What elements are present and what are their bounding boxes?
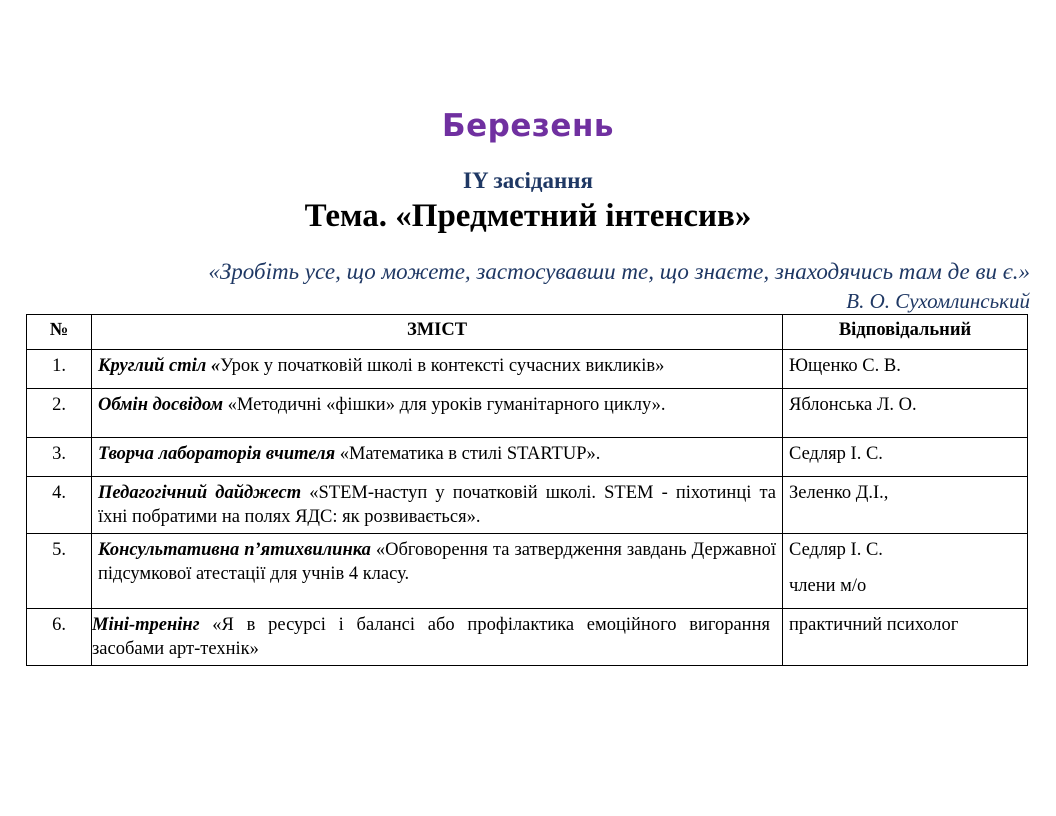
row-number: 5. <box>27 534 92 609</box>
row-number: 6. <box>27 609 92 666</box>
month-title: Березень <box>442 108 614 144</box>
activity-type: Круглий стіл « <box>98 356 221 376</box>
row-content <box>92 438 783 477</box>
row-number: 1. <box>27 350 92 389</box>
row-content <box>86 609 777 666</box>
activity-description: «Математика в стилі STARTUP». <box>335 444 601 464</box>
table-header-row <box>27 315 1028 350</box>
epigraph-author: В. О. Сухомлинський <box>846 289 1030 313</box>
row-responsible: Яблонська Л. О. <box>783 389 1028 438</box>
activity-type: Обмін досвідом <box>98 395 224 415</box>
row-number: 2. <box>27 389 92 438</box>
activity-description: «Обговорення та затвердження завдань Державної підсумкової атестації для учнів 4 класу. <box>98 540 776 584</box>
activity-type: Творча лабораторія вчителя <box>98 444 336 464</box>
row-responsible: Седляр І. С. <box>783 438 1028 477</box>
column-header-responsible: Відповідальний <box>783 315 1028 350</box>
column-header-content: ЗМІСТ <box>92 315 783 350</box>
activity-description: «Я в ресурсі і балансі або профілактика емоційного вигорання засобами арт-технік» <box>92 615 770 659</box>
activity-description: Урок у початковій школі в контексті сучасних викликів» <box>220 356 665 376</box>
row-content <box>92 477 783 534</box>
row-content <box>92 350 783 389</box>
row-number: 4. <box>27 477 92 534</box>
table-row <box>27 477 1028 534</box>
activity-description: «STEM-наступ у початковій школі. STEM - піхотинці та їхні побратими на полях ЯДС: як розвивається». <box>98 483 776 527</box>
row-number: 3. <box>27 438 92 477</box>
table-row <box>27 389 1028 438</box>
row-content <box>92 389 783 438</box>
responsible-extra: члени м/о <box>789 576 867 596</box>
row-responsible: практичний психолог <box>783 609 1028 666</box>
activity-type: Міні-тренінг <box>92 615 200 635</box>
row-responsible: Зеленко Д.І., <box>783 477 1028 534</box>
activity-type: Педагогічний дайджест <box>98 483 302 503</box>
activity-type: Консультативна п’ятихвилинка <box>98 540 371 560</box>
table-row <box>27 609 1028 666</box>
responsible-name: Седляр І. С. <box>789 540 883 560</box>
epigraph-quote: «Зробіть усе, що можете, застосувавши те, що знаєте, знаходячись там де ви є.» <box>208 259 1030 284</box>
row-responsible <box>783 534 1028 609</box>
topic-title: Тема. «Предметний інтенсив» <box>304 198 752 234</box>
column-header-number: № <box>27 315 92 350</box>
meeting-plan-table <box>26 314 1028 666</box>
table-row <box>27 534 1028 609</box>
row-responsible: Ющенко С. В. <box>783 350 1028 389</box>
table-row <box>27 350 1028 389</box>
activity-description: «Методичні «фішки» для уроків гуманітарного циклу». <box>223 395 666 415</box>
table-row <box>27 438 1028 477</box>
meeting-number: IY засідання <box>463 168 593 193</box>
row-content <box>92 534 783 609</box>
